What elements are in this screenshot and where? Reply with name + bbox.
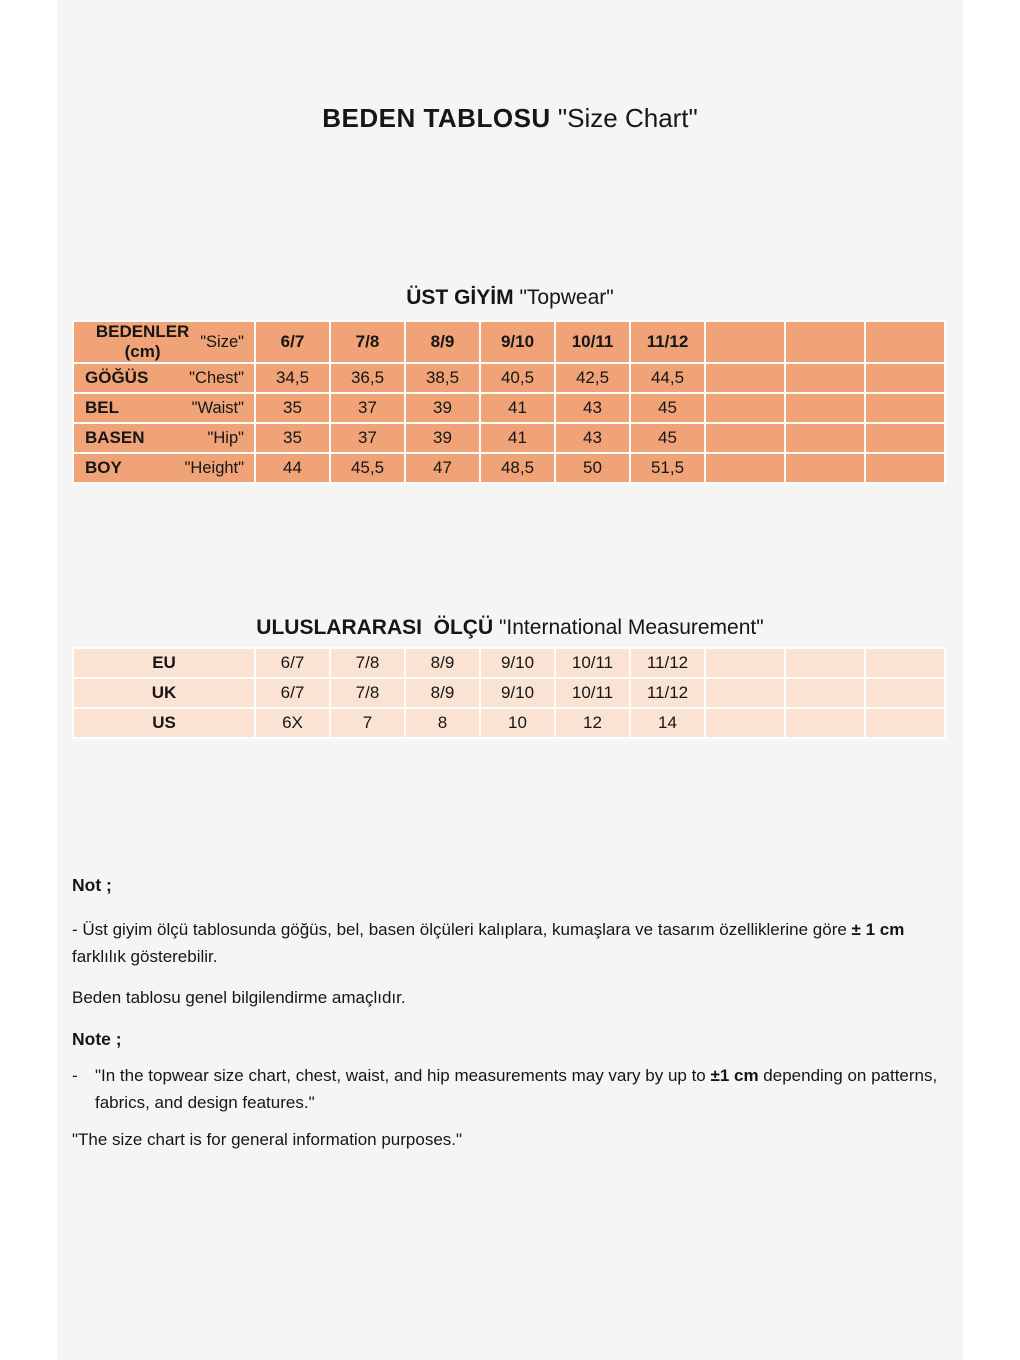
turkish-note-text-end: farklılık gösterebilir. [72,947,218,966]
english-note-bold: ±1 cm [710,1066,759,1085]
size-header-cell: 6/7 [256,322,329,362]
international-heading-en: "International Measurement" [498,616,764,639]
value-cell: 11/12 [631,649,704,677]
empty-cell [866,679,944,707]
english-general-note: "The size chart is for general information purposes." [72,1130,463,1149]
value-cell: 45 [631,394,704,422]
value-cell: 7/8 [331,649,404,677]
value-cell: 45,5 [331,454,404,482]
value-cell: 8 [406,709,479,737]
row-label-tr: BASEN [85,428,145,447]
value-cell: 10 [481,709,554,737]
empty-cell [786,709,864,737]
value-cell: 10/11 [556,649,629,677]
value-cell: 41 [481,424,554,452]
empty-cell [706,364,784,392]
value-cell: 37 [331,394,404,422]
value-cell: 40,5 [481,364,554,392]
value-cell: 39 [406,394,479,422]
empty-cell [786,364,864,392]
table-row-us [74,709,944,737]
international-heading [57,616,963,640]
size-header-cell: 9/10 [481,322,554,362]
empty-cell [786,679,864,707]
turkish-general-note: Beden tablosu genel bilgilendirme amaçlıdır. [72,988,406,1007]
topwear-heading-tr: ÜST GİYİM [406,286,514,309]
empty-cell [706,424,784,452]
page-title-main: BEDEN TABLOSU [322,103,551,133]
english-note-dash: - [72,1066,78,1085]
region-label: EU [74,649,254,677]
table-row-hip [74,424,944,452]
empty-cell [786,394,864,422]
header-label-tr: BEDENLER (cm) [95,322,190,361]
region-label: US [74,709,254,737]
table-row-eu [74,649,944,677]
value-cell: 37 [331,424,404,452]
value-cell: 42,5 [556,364,629,392]
value-cell: 9/10 [481,679,554,707]
empty-cell [866,364,944,392]
topwear-heading-en: "Topwear" [519,286,614,309]
empty-cell [866,394,944,422]
empty-cell [706,322,784,362]
value-cell: 7/8 [331,679,404,707]
value-cell: 44,5 [631,364,704,392]
row-label-en: "Chest" [189,368,244,387]
region-label: UK [74,679,254,707]
empty-cell [706,679,784,707]
empty-cell [706,709,784,737]
empty-cell [866,709,944,737]
size-header-cell: 8/9 [406,322,479,362]
empty-cell [786,649,864,677]
size-header-cell: 11/12 [631,322,704,362]
page-title-sub: "Size Chart" [557,103,698,133]
row-label-tr: BEL [85,398,119,417]
value-cell: 47 [406,454,479,482]
turkish-note-bold: ± 1 cm [851,920,905,939]
value-cell: 41 [481,394,554,422]
table-row-uk [74,679,944,707]
english-note-text: "In the topwear size chart, chest, waist, and hip measurements may vary by up to [95,1066,711,1085]
empty-cell [866,424,944,452]
not-heading: Not ; [72,875,112,895]
value-cell: 14 [631,709,704,737]
empty-cell [786,424,864,452]
value-cell: 48,5 [481,454,554,482]
empty-cell [706,649,784,677]
table-row-chest [74,364,944,392]
topwear-heading [57,286,963,310]
value-cell: 11/12 [631,679,704,707]
table-row-waist [74,394,944,422]
value-cell: 50 [556,454,629,482]
value-cell: 8/9 [406,679,479,707]
table-row-height [74,454,944,482]
value-cell: 10/11 [556,679,629,707]
page-background [57,0,963,1360]
value-cell: 43 [556,424,629,452]
note-heading: Note ; [72,1029,122,1049]
international-heading-tr: ULUSLARARASI ÖLÇÜ [256,616,494,639]
english-note [72,1062,946,1116]
turkish-note [72,916,946,970]
turkish-note-text: - Üst giyim ölçü tablosunda göğüs, bel, basen ölçüleri kalıplara, kumaşlara ve tasarım özelliklerine göre [72,920,852,939]
value-cell: 8/9 [406,649,479,677]
row-label-tr: GÖĞÜS [85,368,149,387]
value-cell: 6/7 [256,649,329,677]
value-cell: 12 [556,709,629,737]
value-cell: 6X [256,709,329,737]
empty-cell [786,322,864,362]
size-header-cell: 7/8 [331,322,404,362]
header-label-en: "Size" [200,332,244,351]
value-cell: 43 [556,394,629,422]
value-cell: 38,5 [406,364,479,392]
value-cell: 36,5 [331,364,404,392]
row-label-en: "Height" [184,458,244,477]
english-note-text-end: depending on patterns, fabrics, and design features." [95,1066,938,1112]
english-note-body [86,1062,946,1116]
value-cell: 35 [256,424,329,452]
value-cell: 7 [331,709,404,737]
row-label-tr: BOY [85,458,122,477]
value-cell: 39 [406,424,479,452]
row-label-en: "Hip" [207,428,244,447]
empty-cell [866,322,944,362]
page-title [57,103,963,134]
empty-cell [866,649,944,677]
empty-cell [706,394,784,422]
empty-cell [706,454,784,482]
size-header-cell: 10/11 [556,322,629,362]
value-cell: 44 [256,454,329,482]
value-cell: 51,5 [631,454,704,482]
international-table [72,647,946,739]
empty-cell [866,454,944,482]
value-cell: 45 [631,424,704,452]
empty-cell [786,454,864,482]
value-cell: 9/10 [481,649,554,677]
row-label-en: "Waist" [191,398,244,417]
value-cell: 35 [256,394,329,422]
table-row-header [74,322,944,362]
topwear-table [72,320,946,484]
value-cell: 6/7 [256,679,329,707]
value-cell: 34,5 [256,364,329,392]
